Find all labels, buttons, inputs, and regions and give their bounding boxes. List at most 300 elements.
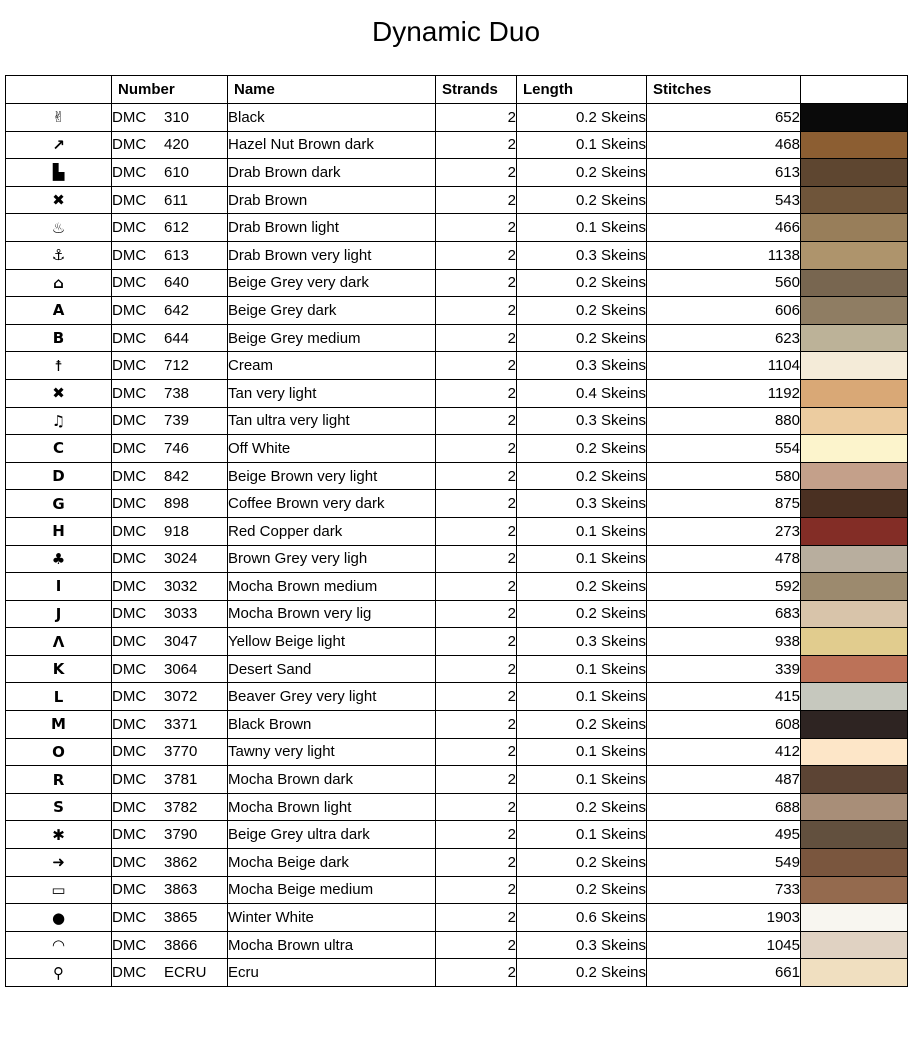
table-row	[6, 104, 908, 132]
floss-name: Desert Sand	[228, 655, 436, 683]
floss-brand: DMC	[112, 439, 147, 457]
strands-value: 2	[436, 711, 517, 739]
floss-number	[112, 600, 228, 628]
floss-code: 738	[164, 384, 190, 402]
floss-name: Drab Brown dark	[228, 159, 436, 187]
stitches-value: 1045	[647, 931, 801, 959]
stitches-value: 661	[647, 959, 801, 987]
floss-number	[112, 379, 228, 407]
length-value: 0.2 Skeins	[517, 324, 647, 352]
color-swatch	[801, 931, 908, 959]
table-row	[6, 738, 908, 766]
floss-number	[112, 462, 228, 490]
swatch-fill	[801, 214, 907, 241]
swatch-fill	[801, 352, 907, 379]
strands-value: 2	[436, 435, 517, 463]
floss-brand: DMC	[112, 909, 147, 927]
floss-code: 613	[164, 246, 190, 264]
symbol-icon: ⌂	[6, 269, 112, 297]
length-value: 0.2 Skeins	[517, 104, 647, 132]
strands-value: 2	[436, 545, 517, 573]
floss-code: 3064	[164, 660, 198, 678]
table-row	[6, 324, 908, 352]
length-value: 0.1 Skeins	[517, 131, 647, 159]
color-swatch	[801, 711, 908, 739]
swatch-fill	[801, 932, 907, 959]
floss-number	[112, 821, 228, 849]
floss-code: 712	[164, 357, 190, 375]
floss-number	[112, 214, 228, 242]
symbol-icon: D	[6, 462, 112, 490]
floss-key-table	[5, 75, 908, 987]
floss-brand: DMC	[112, 550, 147, 568]
color-swatch	[801, 600, 908, 628]
floss-name: Mocha Brown dark	[228, 766, 436, 794]
swatch-fill	[801, 877, 907, 904]
strands-value: 2	[436, 131, 517, 159]
length-value: 0.3 Skeins	[517, 241, 647, 269]
strands-value: 2	[436, 959, 517, 987]
floss-number	[112, 297, 228, 325]
length-value: 0.2 Skeins	[517, 849, 647, 877]
floss-code: 898	[164, 495, 190, 513]
floss-number	[112, 683, 228, 711]
symbol-icon: H	[6, 517, 112, 545]
floss-brand: DMC	[112, 853, 147, 871]
symbol-icon: J	[6, 600, 112, 628]
strands-value: 2	[436, 738, 517, 766]
stitches-value: 543	[647, 186, 801, 214]
color-swatch	[801, 214, 908, 242]
strands-value: 2	[436, 159, 517, 187]
floss-number	[112, 573, 228, 601]
strands-value: 2	[436, 269, 517, 297]
table-row	[6, 573, 908, 601]
color-swatch	[801, 517, 908, 545]
floss-brand: DMC	[112, 798, 147, 816]
symbol-icon: G	[6, 490, 112, 518]
floss-brand: DMC	[112, 384, 147, 402]
stitches-value: 613	[647, 159, 801, 187]
floss-name: Drab Brown very light	[228, 241, 436, 269]
color-swatch	[801, 821, 908, 849]
symbol-icon: ↗	[6, 131, 112, 159]
swatch-fill	[801, 132, 907, 159]
floss-number	[112, 407, 228, 435]
floss-name: Brown Grey very ligh	[228, 545, 436, 573]
floss-brand: DMC	[112, 136, 147, 154]
stitches-value: 1138	[647, 241, 801, 269]
floss-code: 640	[164, 274, 190, 292]
swatch-fill	[801, 435, 907, 462]
strands-value: 2	[436, 324, 517, 352]
floss-code: 918	[164, 522, 190, 540]
symbol-icon: M	[6, 711, 112, 739]
floss-brand: DMC	[112, 715, 147, 733]
symbol-icon: ♫	[6, 407, 112, 435]
header-name: Name	[228, 76, 436, 104]
table-row	[6, 683, 908, 711]
floss-code: 3782	[164, 798, 198, 816]
strands-value: 2	[436, 490, 517, 518]
floss-code: 746	[164, 439, 190, 457]
color-swatch	[801, 324, 908, 352]
stitches-value: 592	[647, 573, 801, 601]
header-strands: Strands	[436, 76, 517, 104]
stitches-value: 487	[647, 766, 801, 794]
color-swatch	[801, 959, 908, 987]
swatch-fill	[801, 739, 907, 766]
table-row	[6, 904, 908, 932]
floss-brand: DMC	[112, 467, 147, 485]
stitches-value: 683	[647, 600, 801, 628]
color-swatch	[801, 849, 908, 877]
strands-value: 2	[436, 628, 517, 656]
symbol-icon: ◠	[6, 931, 112, 959]
floss-brand: DMC	[112, 688, 147, 706]
color-swatch	[801, 876, 908, 904]
stitches-value: 1192	[647, 379, 801, 407]
stitches-value: 688	[647, 793, 801, 821]
symbol-icon: C	[6, 435, 112, 463]
floss-name: Cream	[228, 352, 436, 380]
length-value: 0.2 Skeins	[517, 297, 647, 325]
swatch-fill	[801, 325, 907, 352]
length-value: 0.1 Skeins	[517, 517, 647, 545]
floss-number	[112, 241, 228, 269]
floss-name: Off White	[228, 435, 436, 463]
table-row	[6, 517, 908, 545]
color-swatch	[801, 462, 908, 490]
table-row	[6, 849, 908, 877]
symbol-icon: S	[6, 793, 112, 821]
floss-name: Mocha Brown very lig	[228, 600, 436, 628]
stitches-value: 652	[647, 104, 801, 132]
floss-brand: DMC	[112, 743, 147, 761]
strands-value: 2	[436, 462, 517, 490]
stitches-value: 415	[647, 683, 801, 711]
length-value: 0.1 Skeins	[517, 821, 647, 849]
stitches-value: 554	[647, 435, 801, 463]
stitches-value: 580	[647, 462, 801, 490]
floss-name: Drab Brown	[228, 186, 436, 214]
header-stitches: Stitches	[647, 76, 801, 104]
swatch-fill	[801, 683, 907, 710]
swatch-fill	[801, 463, 907, 490]
floss-code: 3072	[164, 688, 198, 706]
floss-brand: DMC	[112, 219, 147, 237]
swatch-fill	[801, 821, 907, 848]
table-row	[6, 379, 908, 407]
swatch-fill	[801, 628, 907, 655]
floss-brand: DMC	[112, 660, 147, 678]
table-row	[6, 655, 908, 683]
symbol-icon: B	[6, 324, 112, 352]
stitches-value: 273	[647, 517, 801, 545]
table-row	[6, 793, 908, 821]
table-row	[6, 628, 908, 656]
length-value: 0.4 Skeins	[517, 379, 647, 407]
floss-brand: DMC	[112, 936, 147, 954]
floss-brand: DMC	[112, 357, 147, 375]
floss-brand: DMC	[112, 881, 147, 899]
swatch-fill	[801, 380, 907, 407]
symbol-icon: ▙	[6, 159, 112, 187]
floss-code: 612	[164, 219, 190, 237]
strands-value: 2	[436, 186, 517, 214]
floss-number	[112, 959, 228, 987]
length-value: 0.2 Skeins	[517, 462, 647, 490]
floss-number	[112, 517, 228, 545]
strands-value: 2	[436, 876, 517, 904]
swatch-fill	[801, 573, 907, 600]
floss-name: Tan ultra very light	[228, 407, 436, 435]
length-value: 0.2 Skeins	[517, 959, 647, 987]
swatch-fill	[801, 904, 907, 931]
color-swatch	[801, 738, 908, 766]
length-value: 0.3 Skeins	[517, 628, 647, 656]
floss-brand: DMC	[112, 163, 147, 181]
symbol-icon: L	[6, 683, 112, 711]
header-row	[6, 76, 908, 104]
swatch-fill	[801, 656, 907, 683]
swatch-fill	[801, 490, 907, 517]
length-value: 0.1 Skeins	[517, 766, 647, 794]
strands-value: 2	[436, 352, 517, 380]
length-value: 0.3 Skeins	[517, 490, 647, 518]
floss-name: Beige Grey ultra dark	[228, 821, 436, 849]
length-value: 0.1 Skeins	[517, 683, 647, 711]
floss-name: Beige Grey medium	[228, 324, 436, 352]
symbol-icon: ✌	[6, 104, 112, 132]
symbol-icon: ⚲	[6, 959, 112, 987]
color-swatch	[801, 269, 908, 297]
stitches-value: 606	[647, 297, 801, 325]
floss-number	[112, 545, 228, 573]
color-swatch	[801, 683, 908, 711]
header-symbol	[6, 76, 112, 104]
swatch-fill	[801, 849, 907, 876]
swatch-fill	[801, 270, 907, 297]
floss-brand: DMC	[112, 522, 147, 540]
color-swatch	[801, 297, 908, 325]
table-body	[6, 104, 908, 987]
symbol-icon: ➜	[6, 849, 112, 877]
strands-value: 2	[436, 793, 517, 821]
stitches-value: 1104	[647, 352, 801, 380]
floss-number	[112, 159, 228, 187]
length-value: 0.1 Skeins	[517, 655, 647, 683]
color-swatch	[801, 490, 908, 518]
floss-code: 3781	[164, 771, 198, 789]
swatch-fill	[801, 242, 907, 269]
color-swatch	[801, 573, 908, 601]
strands-value: 2	[436, 241, 517, 269]
length-value: 0.1 Skeins	[517, 738, 647, 766]
strands-value: 2	[436, 573, 517, 601]
length-value: 0.2 Skeins	[517, 186, 647, 214]
symbol-icon: ⚓	[6, 241, 112, 269]
floss-name: Mocha Beige medium	[228, 876, 436, 904]
stitches-value: 623	[647, 324, 801, 352]
floss-code: 644	[164, 329, 190, 347]
floss-name: Mocha Brown ultra	[228, 931, 436, 959]
floss-code: 842	[164, 467, 190, 485]
floss-name: Black Brown	[228, 711, 436, 739]
table-row	[6, 711, 908, 739]
symbol-icon: Λ	[6, 628, 112, 656]
floss-brand: DMC	[112, 826, 147, 844]
floss-code: 610	[164, 163, 190, 181]
table-row	[6, 766, 908, 794]
table-row	[6, 269, 908, 297]
swatch-fill	[801, 408, 907, 435]
strands-value: 2	[436, 600, 517, 628]
strands-value: 2	[436, 931, 517, 959]
color-swatch	[801, 104, 908, 132]
floss-code: 3770	[164, 743, 198, 761]
stitches-value: 560	[647, 269, 801, 297]
floss-name: Beige Grey dark	[228, 297, 436, 325]
floss-number	[112, 655, 228, 683]
stitches-value: 1903	[647, 904, 801, 932]
floss-brand: DMC	[112, 329, 147, 347]
floss-number	[112, 131, 228, 159]
floss-code: 3032	[164, 577, 198, 595]
stitches-value: 466	[647, 214, 801, 242]
symbol-icon: I	[6, 573, 112, 601]
strands-value: 2	[436, 683, 517, 711]
color-swatch	[801, 655, 908, 683]
length-value: 0.3 Skeins	[517, 407, 647, 435]
stitches-value: 608	[647, 711, 801, 739]
symbol-icon: ✱	[6, 821, 112, 849]
stitches-value: 938	[647, 628, 801, 656]
strands-value: 2	[436, 766, 517, 794]
symbol-icon: R	[6, 766, 112, 794]
swatch-fill	[801, 518, 907, 545]
table-row	[6, 600, 908, 628]
color-swatch	[801, 435, 908, 463]
floss-name: Mocha Brown medium	[228, 573, 436, 601]
symbol-icon: ☨	[6, 352, 112, 380]
floss-number	[112, 269, 228, 297]
symbol-icon: ✖	[6, 379, 112, 407]
color-swatch	[801, 628, 908, 656]
floss-code: 3862	[164, 853, 198, 871]
table-row	[6, 821, 908, 849]
stitches-value: 412	[647, 738, 801, 766]
floss-name: Black	[228, 104, 436, 132]
floss-name: Red Copper dark	[228, 517, 436, 545]
header-length: Length	[517, 76, 647, 104]
swatch-fill	[801, 297, 907, 324]
stitches-value: 880	[647, 407, 801, 435]
length-value: 0.2 Skeins	[517, 435, 647, 463]
floss-code: 611	[164, 191, 188, 209]
table-row	[6, 159, 908, 187]
symbol-icon: ▭	[6, 876, 112, 904]
table-row	[6, 462, 908, 490]
table-row	[6, 876, 908, 904]
floss-code: 3024	[164, 550, 198, 568]
length-value: 0.2 Skeins	[517, 269, 647, 297]
floss-number	[112, 628, 228, 656]
floss-name: Tan very light	[228, 379, 436, 407]
floss-number	[112, 876, 228, 904]
floss-number	[112, 849, 228, 877]
symbol-icon: O	[6, 738, 112, 766]
stitches-value: 468	[647, 131, 801, 159]
color-swatch	[801, 904, 908, 932]
strands-value: 2	[436, 297, 517, 325]
floss-code: 310	[164, 108, 190, 126]
color-swatch	[801, 131, 908, 159]
length-value: 0.2 Skeins	[517, 876, 647, 904]
color-swatch	[801, 186, 908, 214]
length-value: 0.3 Skeins	[517, 931, 647, 959]
swatch-fill	[801, 104, 907, 131]
floss-code: ECRU	[164, 964, 207, 982]
floss-name: Beige Grey very dark	[228, 269, 436, 297]
floss-number	[112, 904, 228, 932]
floss-code: 3863	[164, 881, 198, 899]
swatch-fill	[801, 601, 907, 628]
length-value: 0.1 Skeins	[517, 214, 647, 242]
stitches-value: 875	[647, 490, 801, 518]
color-swatch	[801, 793, 908, 821]
floss-brand: DMC	[112, 274, 147, 292]
table-row	[6, 214, 908, 242]
floss-name: Coffee Brown very dark	[228, 490, 436, 518]
floss-name: Tawny very light	[228, 738, 436, 766]
stitches-value: 495	[647, 821, 801, 849]
floss-number	[112, 738, 228, 766]
floss-name: Mocha Beige dark	[228, 849, 436, 877]
table-row	[6, 297, 908, 325]
header-number: Number	[112, 76, 228, 104]
strands-value: 2	[436, 655, 517, 683]
floss-number	[112, 711, 228, 739]
symbol-icon: A	[6, 297, 112, 325]
swatch-fill	[801, 546, 907, 573]
floss-name: Hazel Nut Brown dark	[228, 131, 436, 159]
stitches-value: 478	[647, 545, 801, 573]
strands-value: 2	[436, 407, 517, 435]
color-swatch	[801, 241, 908, 269]
floss-code: 420	[164, 136, 190, 154]
swatch-fill	[801, 159, 907, 186]
color-swatch	[801, 545, 908, 573]
floss-code: 3866	[164, 936, 198, 954]
color-swatch	[801, 766, 908, 794]
page-title: Dynamic Duo	[371, 16, 541, 47]
floss-brand: DMC	[112, 605, 147, 623]
floss-name: Winter White	[228, 904, 436, 932]
floss-code: 3371	[164, 715, 198, 733]
color-swatch	[801, 352, 908, 380]
strands-value: 2	[436, 104, 517, 132]
color-swatch	[801, 159, 908, 187]
stitches-value: 733	[647, 876, 801, 904]
floss-name: Drab Brown light	[228, 214, 436, 242]
floss-brand: DMC	[112, 301, 147, 319]
symbol-icon: ●	[6, 904, 112, 932]
strands-value: 2	[436, 379, 517, 407]
length-value: 0.3 Skeins	[517, 352, 647, 380]
table-row	[6, 490, 908, 518]
floss-brand: DMC	[112, 191, 147, 209]
